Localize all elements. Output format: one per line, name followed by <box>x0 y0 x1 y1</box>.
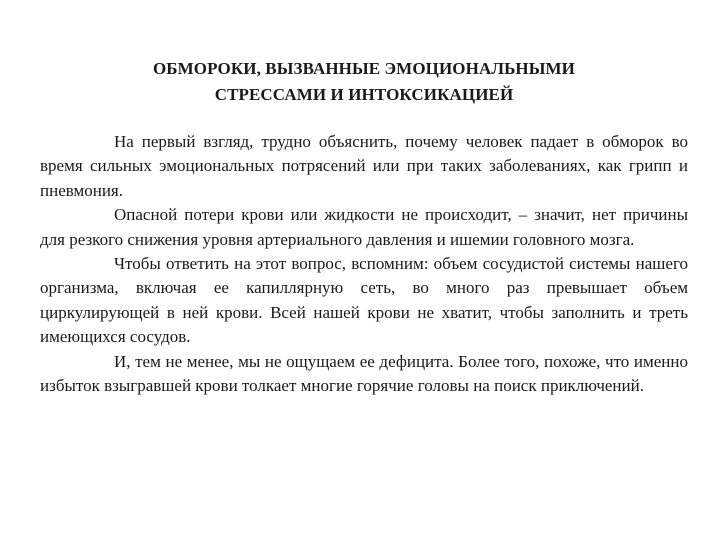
paragraph-2: Опасной потери крови или жидкости не происходит, – значит, нет причины для резкого снижения уровня артериального давления и ишемии головного мозга. <box>40 205 688 249</box>
paragraph-3: Чтобы ответить на этот вопрос, вспомним: объем сосудистой системы нашего организма, включая ее капиллярную сеть, во много раз превышает объем циркулирующей в ней крови. Всей нашей крови не хватит, чтобы заполнить и треть имеющихся сосудов. <box>40 254 688 347</box>
slide-title <box>40 56 688 108</box>
body-text <box>40 130 688 398</box>
title-line-1: ОБМОРОКИ, ВЫЗВАННЫЕ ЭМОЦИОНАЛЬНЫМИ <box>152 59 576 78</box>
paragraph-4: И, тем не менее, мы не ощущаем ее дефицита. Более того, похоже, что именно избыток взыгравшей крови толкает многие горячие головы на поиск приключений. <box>40 351 688 396</box>
paragraph-1: На первый взгляд, трудно объяснить, почему человек падает в обморок во время сильных эмоциональных потрясений или при таких заболеваниях, как грипп и пневмония. <box>40 132 688 200</box>
title-line-2: СТРЕССАМИ И ИНТОКСИКАЦИЕЙ <box>214 85 514 104</box>
